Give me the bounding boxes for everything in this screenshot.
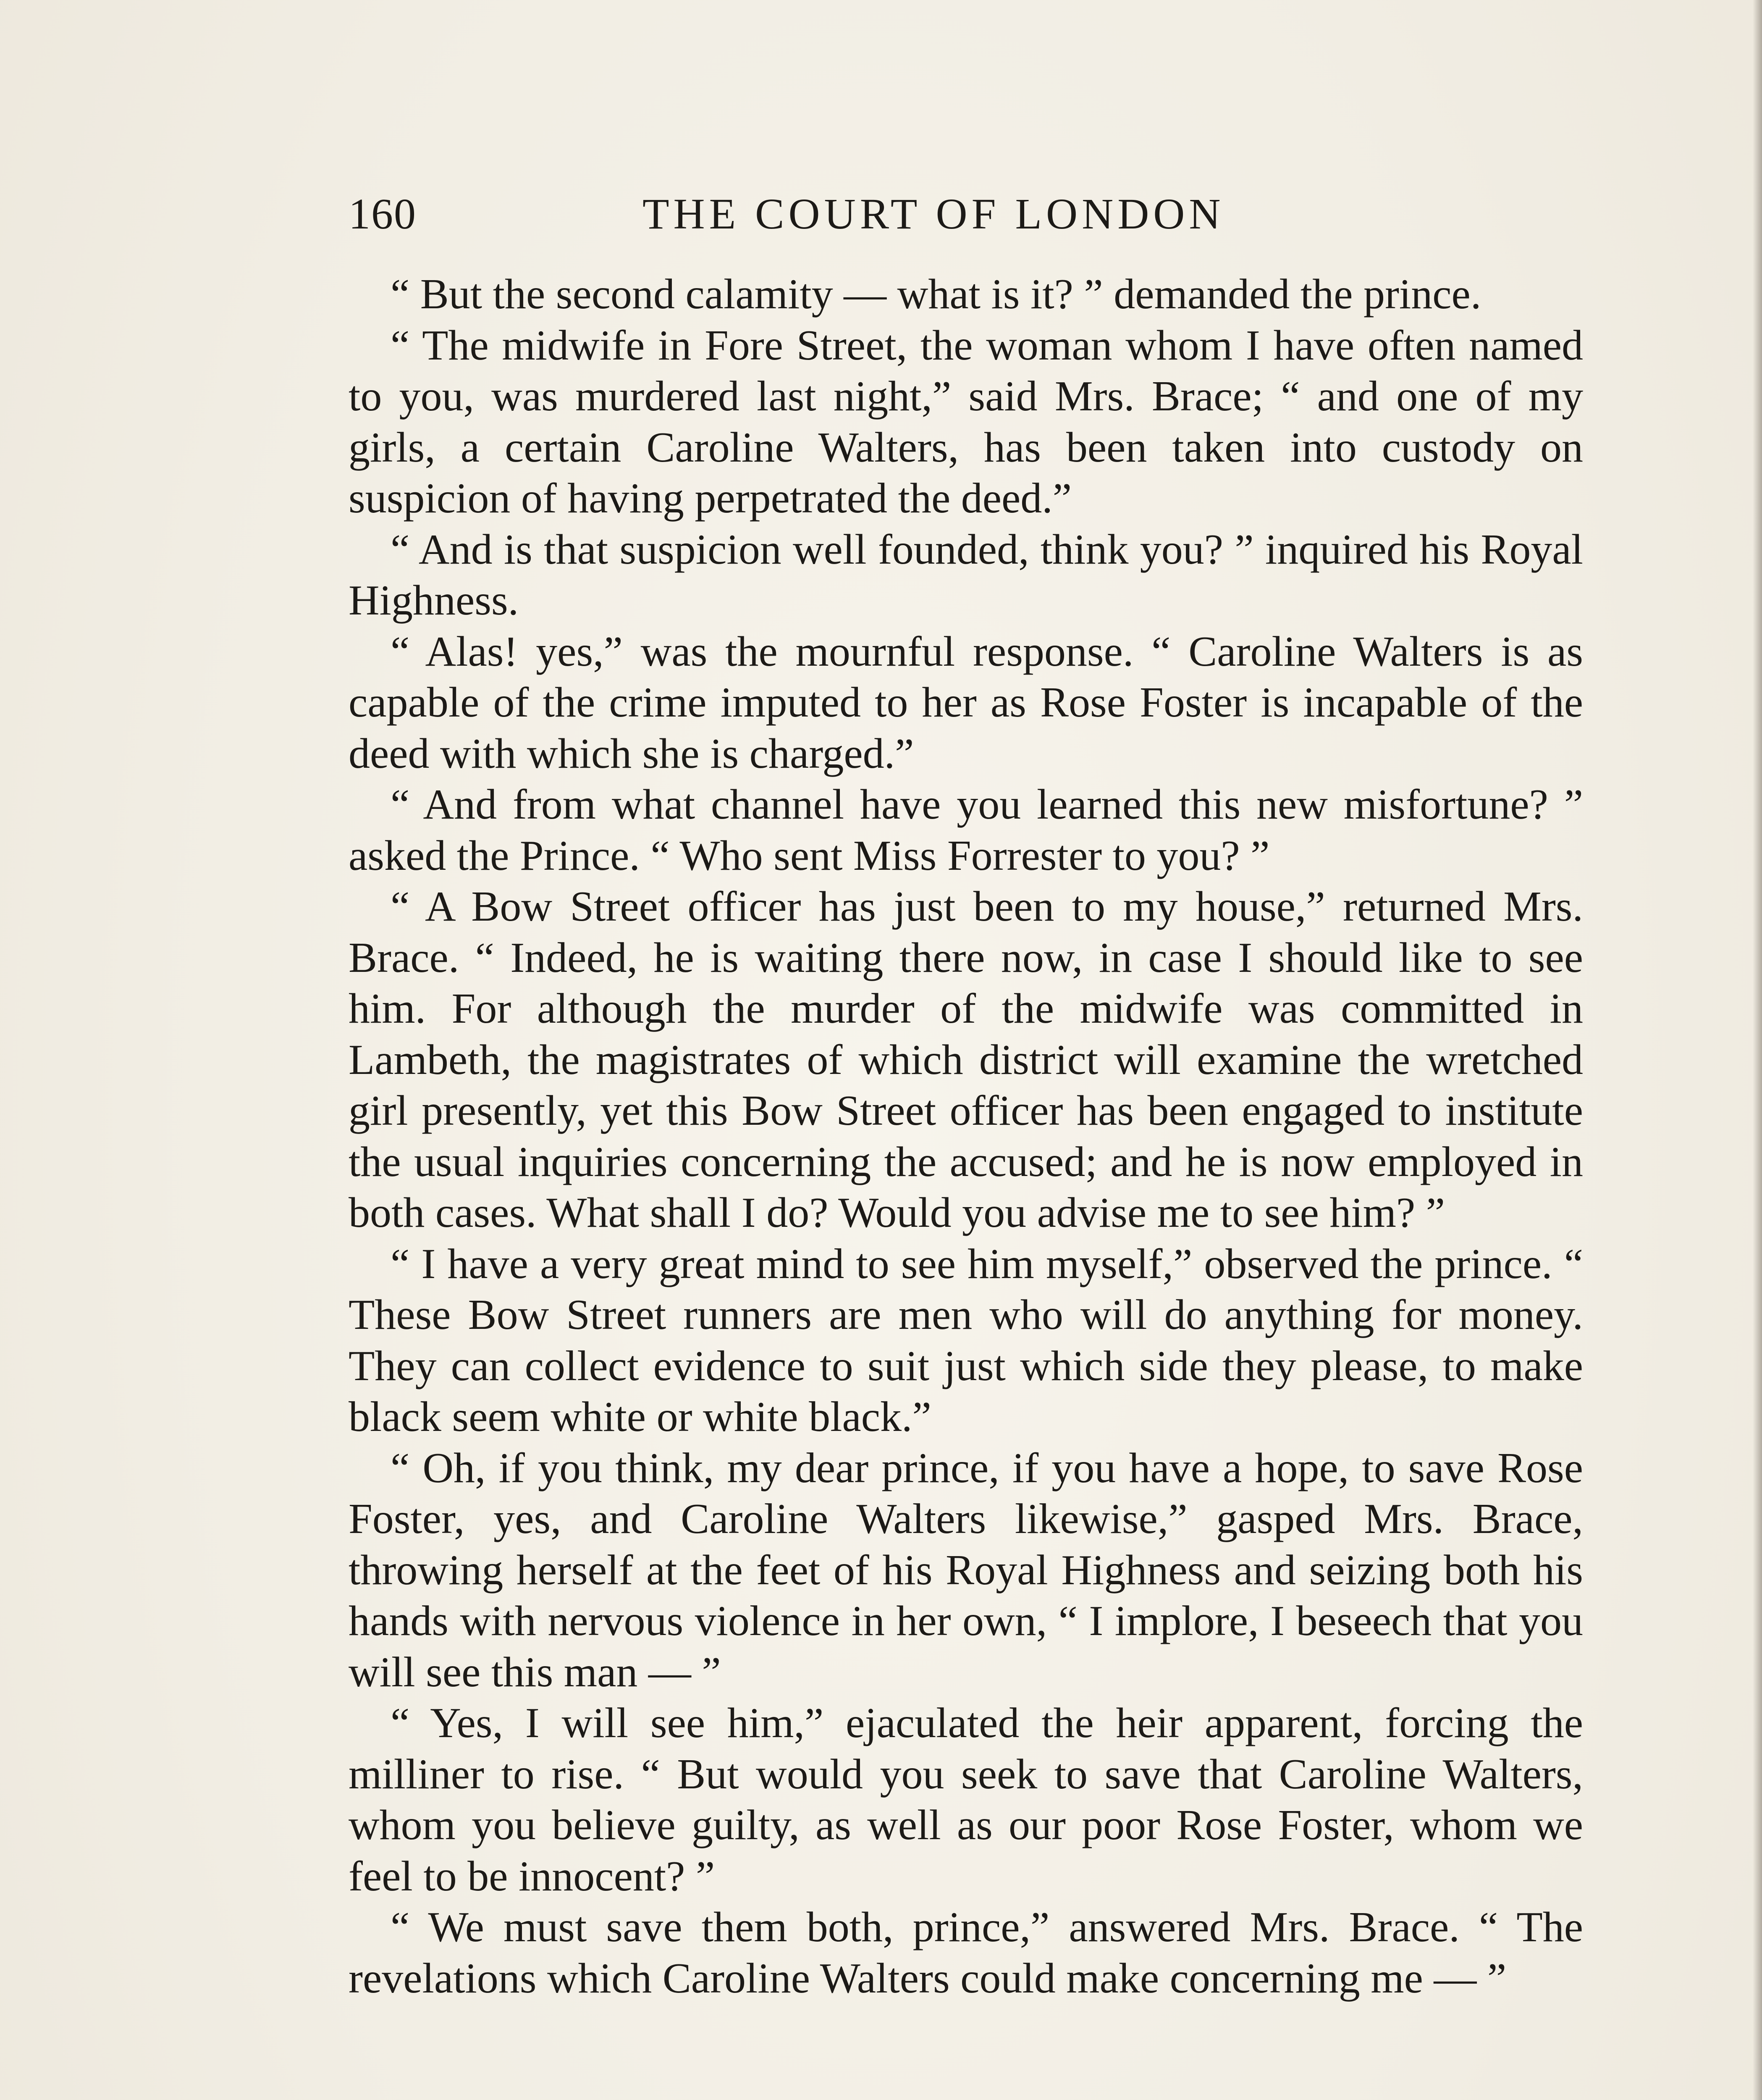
paragraph: “ We must save them both, prince,” answered Mrs. Brace. “ The revelations which Caroline Walters could make concerning me — ” <box>349 1903 1583 2002</box>
page-number: 160 <box>349 190 417 238</box>
page-header <box>349 181 1583 248</box>
paragraph: “ A Bow Street officer has just been to my house,” returned Mrs. Brace. “ Indeed, he is waiting there now, in case I should like to see him. For although the murder of the midwife was committed in Lambeth, the magistrates of which district will examine the wretched girl presently, yet this Bow Street officer has been engaged to institute the usual inquiries concerning the accused; and he is now employed in both cases. What shall I do? Would you advise me to see him? ” <box>349 883 1583 1236</box>
paragraph: “ Yes, I will see him,” ejaculated the heir apparent, forcing the milliner to rise. “ But would you seek to save that Caroline Walters, whom you believe guilty, as well as our poor Rose Foster, whom we feel to be innocent? ” <box>349 1699 1583 1900</box>
page-edge-shadow <box>1753 0 1762 2100</box>
running-title: THE COURT OF LONDON <box>642 190 1225 238</box>
paragraph: “ Alas! yes,” was the mournful response. “ Caroline Walters is as capable of the crime imputed to her as Rose Foster is incapable of the deed with which she is charged.” <box>349 627 1583 777</box>
body-text <box>349 269 1583 2004</box>
paragraph: “ I have a very great mind to see him myself,” observed the prince. “ These Bow Street runners are men who will do anything for money. They can collect evidence to suit just which side they please, to make black seem white or white black.” <box>349 1240 1583 1441</box>
paragraph: “ And from what channel have you learned this new misfortune? ” asked the Prince. “ Who sent Miss Forrester to you? ” <box>349 781 1583 879</box>
paragraph: “ The midwife in Fore Street, the woman whom I have often named to you, was murdered last night,” said Mrs. Brace; “ and one of my girls, a certain Caroline Walters, has been taken into custody on suspicion of having perpetrated the deed.” <box>349 321 1583 522</box>
paragraph: “ Oh, if you think, my dear prince, if you have a hope, to save Rose Foster, yes, and Caroline Walters likewise,” gasped Mrs. Brace, throwing herself at the feet of his Royal Highness and seizing both his hands with nervous violence in her own, “ I implore, I beseech that you will see this man — ” <box>349 1444 1583 1696</box>
paragraph: “ And is that suspicion well founded, think you? ” inquired his Royal Highness. <box>349 525 1583 624</box>
paragraph: “ But the second calamity — what is it? ” demanded the prince. <box>391 270 1481 318</box>
